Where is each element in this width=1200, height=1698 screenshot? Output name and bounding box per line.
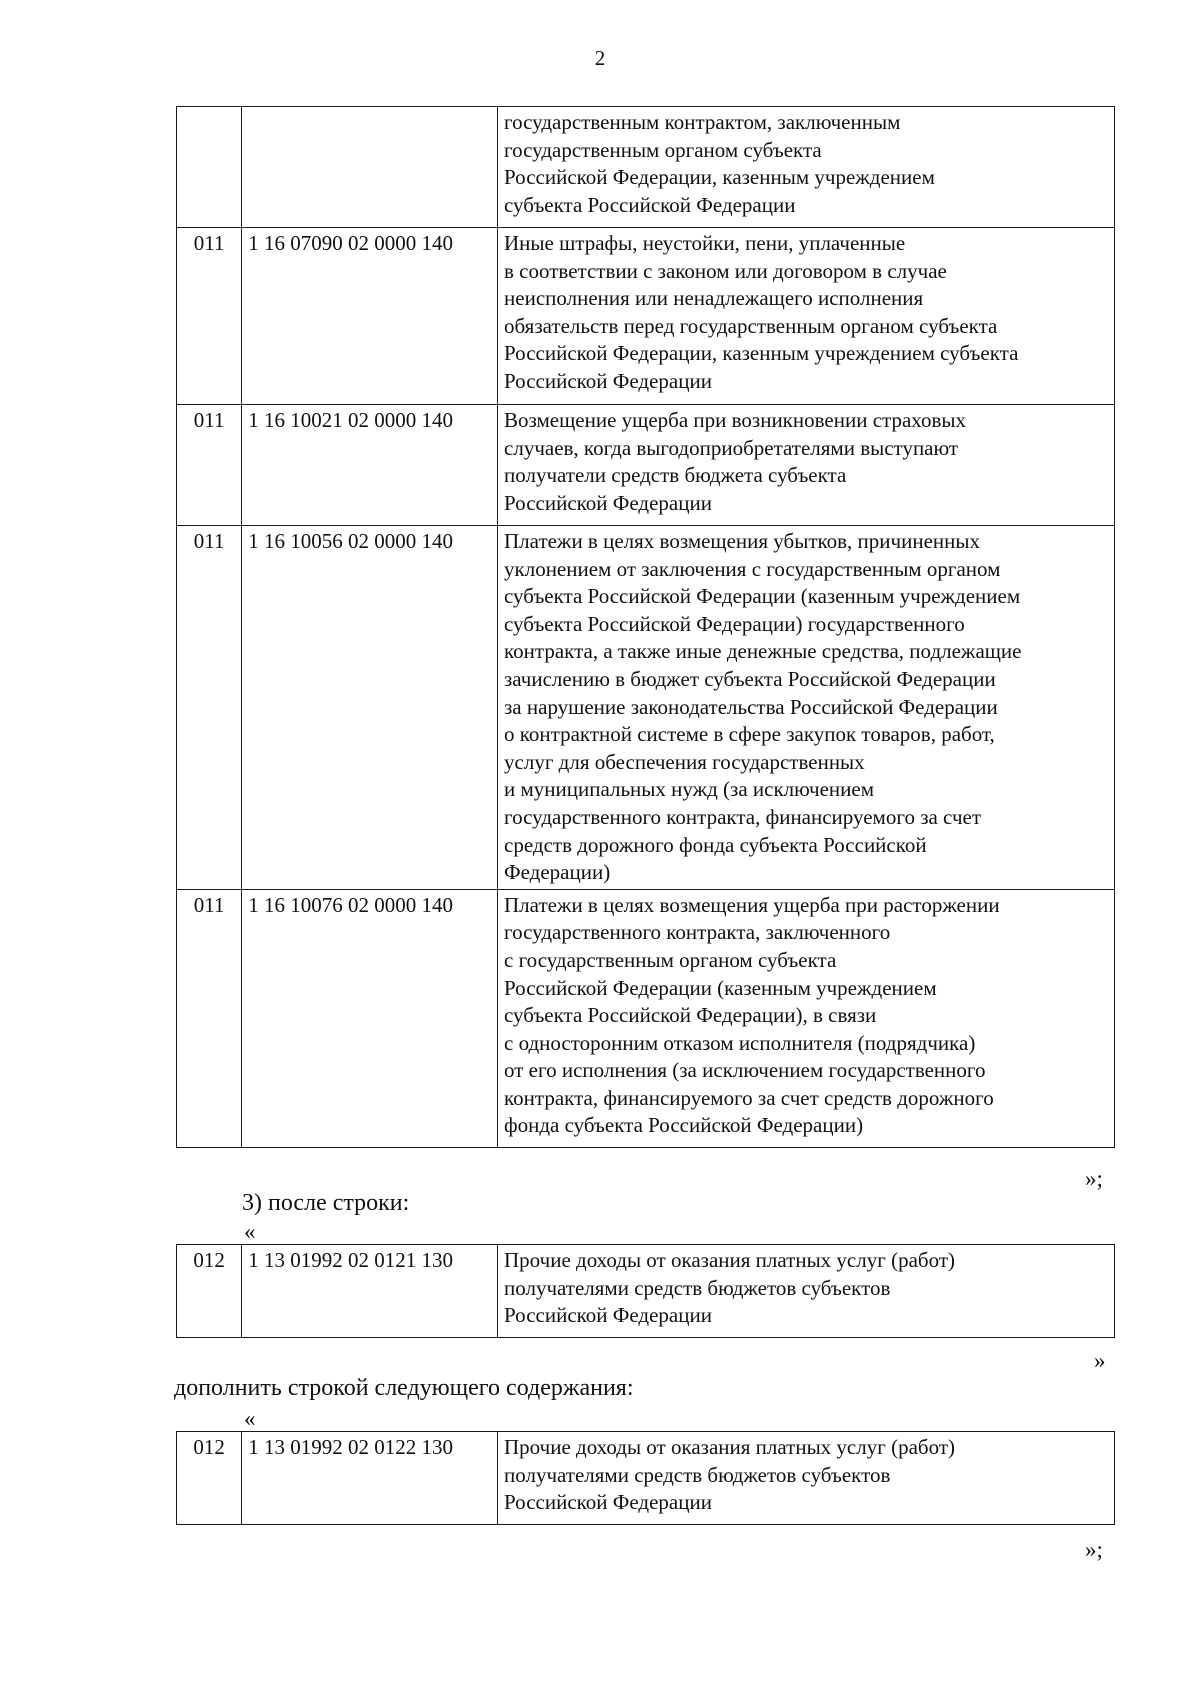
description-cell bbox=[498, 889, 1115, 1147]
description-line: субъекта Российской Федерации (казенным учреждением bbox=[504, 584, 1021, 609]
description-cell bbox=[498, 1245, 1115, 1338]
description-line: Иные штрафы, неустойки, пени, уплаченные bbox=[504, 231, 906, 255]
description-line: в соответствии с законом или договором в случае bbox=[504, 258, 947, 283]
budget-code-cell: 1 16 10056 02 0000 140 bbox=[242, 526, 498, 890]
description-line: Прочие доходы от оказания платных услуг (работ) bbox=[504, 1435, 955, 1459]
admin-code-cell: 011 bbox=[177, 526, 242, 890]
description-line: с односторонним отказом исполнителя (подрядчика) bbox=[504, 1030, 976, 1055]
closing-quote: » bbox=[1094, 1348, 1106, 1373]
description-line: получателями средств бюджетов субъектов bbox=[504, 1462, 891, 1487]
table-row bbox=[177, 889, 1115, 1147]
description-line: Платежи в целях возмещения ущерба при расторжении bbox=[504, 892, 1000, 917]
description-line: Российской Федерации bbox=[504, 1490, 712, 1515]
budget-code-cell: 1 16 10021 02 0000 140 bbox=[242, 405, 498, 526]
opening-quote: « bbox=[244, 1219, 256, 1244]
addition-text: дополнить строкой следующего содержания: bbox=[174, 1375, 634, 1401]
description-line: услуг для обеспечения государственных bbox=[504, 749, 865, 774]
description-line: Платежи в целях возмещения убытков, причиненных bbox=[504, 529, 980, 553]
description-line: от его исполнения (за исключением государственного bbox=[504, 1058, 986, 1083]
description-line: субъекта Российской Федерации), в связи bbox=[504, 1003, 877, 1028]
description-cell bbox=[498, 228, 1115, 405]
description-line: контракта, а также иные денежные средства, подлежащие bbox=[504, 639, 1022, 664]
description-line: Российской Федерации, казенным учреждением bbox=[504, 165, 935, 190]
page-number: 2 bbox=[594, 46, 606, 70]
budget-code-cell bbox=[242, 107, 498, 228]
table-row bbox=[177, 405, 1115, 526]
description-line: обязательств перед государственным органом субъекта bbox=[504, 313, 998, 338]
description-line: уклонением от заключения с государственным органом bbox=[504, 556, 1001, 581]
table-row bbox=[177, 1245, 1115, 1338]
description-line: Прочие доходы от оказания платных услуг (работ) bbox=[504, 1248, 955, 1272]
description-line: получателями средств бюджетов субъектов bbox=[504, 1275, 891, 1300]
description-line: Федерации) bbox=[504, 860, 611, 885]
description-line: государственного контракта, финансируемого за счет bbox=[504, 804, 982, 829]
description-line: средств дорожного фонда субъекта Российской bbox=[504, 832, 927, 857]
description-line: за нарушение законодательства Российской Федерации bbox=[504, 694, 998, 719]
description-cell bbox=[498, 526, 1115, 890]
description-cell bbox=[498, 107, 1115, 228]
description-line: субъекта Российской Федерации bbox=[504, 192, 796, 217]
description-line: случаев, когда выгодоприобретателями выступают bbox=[504, 435, 959, 460]
description-line: неисполнения или ненадлежащего исполнения bbox=[504, 286, 924, 311]
table-row bbox=[177, 526, 1115, 890]
description-line: о контрактной системе в сфере закупок товаров, работ, bbox=[504, 722, 995, 747]
budget-code-cell: 1 13 01992 02 0121 130 bbox=[242, 1245, 498, 1338]
admin-code-cell: 011 bbox=[177, 889, 242, 1147]
description-cell bbox=[498, 405, 1115, 526]
new-row-table bbox=[176, 1431, 1115, 1525]
admin-code-cell: 011 bbox=[177, 405, 242, 526]
description-line: Российской Федерации (казенным учреждением bbox=[504, 975, 937, 1000]
description-line: получатели средств бюджета субъекта bbox=[504, 463, 847, 488]
item-3-text: 3) после строки: bbox=[242, 1190, 410, 1216]
opening-quote: « bbox=[244, 1406, 256, 1431]
budget-code-cell: 1 16 07090 02 0000 140 bbox=[242, 228, 498, 405]
admin-code-cell: 012 bbox=[177, 1245, 242, 1338]
description-line: Возмещение ущерба при возникновении страховых bbox=[504, 408, 967, 432]
table-row bbox=[177, 107, 1115, 228]
existing-row-table bbox=[176, 1244, 1115, 1338]
table-row bbox=[177, 228, 1115, 405]
description-line: государственным контрактом, заключенным bbox=[504, 110, 901, 134]
description-line: зачислению в бюджет субъекта Российской Федерации bbox=[504, 666, 996, 691]
description-cell bbox=[498, 1432, 1115, 1525]
admin-code-cell: 012 bbox=[177, 1432, 242, 1525]
admin-code-cell: 011 bbox=[177, 228, 242, 405]
description-line: Российской Федерации bbox=[504, 490, 712, 515]
description-line: контракта, финансируемого за счет средств дорожного bbox=[504, 1085, 994, 1110]
main-table bbox=[176, 106, 1115, 1148]
description-line: государственным органом субъекта bbox=[504, 137, 822, 162]
description-line: Российской Федерации, казенным учреждением субъекта bbox=[504, 341, 1019, 366]
description-line: и муниципальных нужд (за исключением bbox=[504, 777, 875, 802]
admin-code-cell bbox=[177, 107, 242, 228]
description-line: субъекта Российской Федерации) государственного bbox=[504, 611, 965, 636]
closing-quote: »; bbox=[1085, 1166, 1103, 1191]
table-row bbox=[177, 1432, 1115, 1525]
description-line: с государственным органом субъекта bbox=[504, 947, 837, 972]
description-line: Российской Федерации bbox=[504, 368, 712, 393]
description-line: государственного контракта, заключенного bbox=[504, 920, 891, 945]
closing-quote: »; bbox=[1085, 1537, 1103, 1562]
budget-code-cell: 1 13 01992 02 0122 130 bbox=[242, 1432, 498, 1525]
description-line: фонда субъекта Российской Федерации) bbox=[504, 1113, 864, 1138]
budget-code-cell: 1 16 10076 02 0000 140 bbox=[242, 889, 498, 1147]
description-line: Российской Федерации bbox=[504, 1303, 712, 1328]
